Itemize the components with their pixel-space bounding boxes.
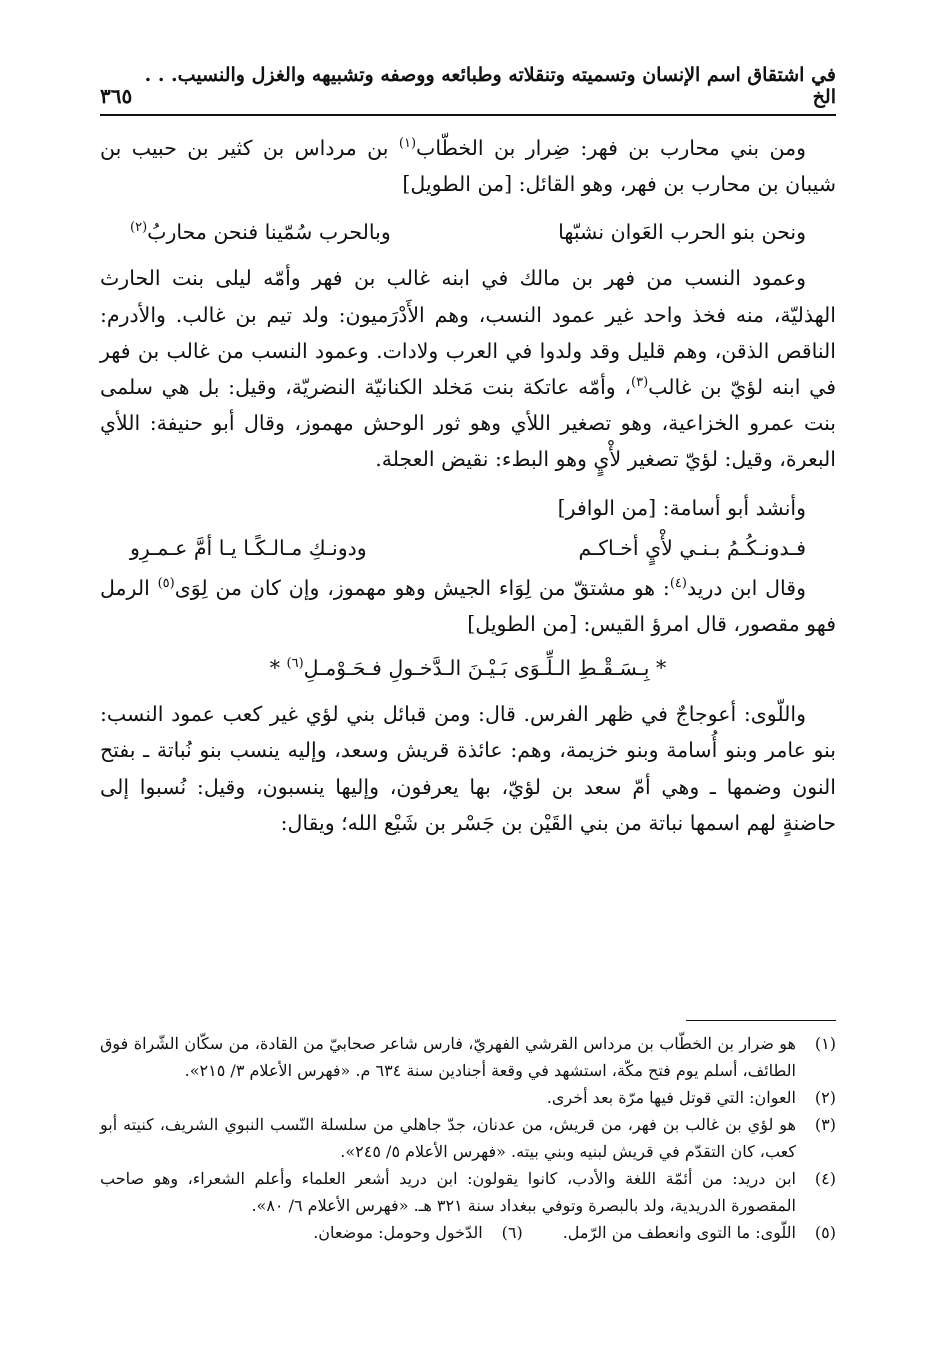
- footnote-3: (٣) هو لؤي بن غالب بن فهر، من قريش، من عدنان، جدّ جاهلي من سلسلة النّسب النبوي الشريف، كنيته أبو كعب، كان التقدّم في قريش لبنيه وبني بيته. «فهرس الأعلام ٥/ ٢٤٥».: [100, 1115, 836, 1161]
- verse-2-second-hemistich: ودونـكِ مـالـكًـا يـا أمَّ عـمـرِو: [130, 535, 367, 560]
- footnote-ref-2[interactable]: (٢): [130, 220, 148, 236]
- page-header: [100, 64, 836, 116]
- footnote-ref-6[interactable]: (٦): [286, 656, 304, 672]
- footnote-divider: [686, 1020, 836, 1021]
- paragraph-1: ومن بني محارب بن فهر: ضِرار بن الخطّاب$^{(١)}$ بن مرداس بن كثير بن حبيب بن شيبان بن محارب بن فهر، وهو القائل: [من الطويل]: [100, 136, 836, 197]
- footnote-6: (٦) الدّخول وحومل: موضعان.: [313, 1223, 523, 1242]
- footnote-5: (٥) اللّوى: ما التوى وانعطف من الرّمل.: [562, 1223, 836, 1242]
- page-number: ٣٦٥: [100, 84, 133, 108]
- verse-3: * بِـسَـقْـطِ الـلِّـوَى بَـيْـنَ الـدَّخـولِ فـحَـوْمـلِ$^{(٦)}$ *: [269, 656, 667, 681]
- footnote-4: (٤) ابن دريد: من أئمّة اللغة والأدب، كانوا يقولون: ابن دريد أشعر العلماء وأعلم الشعراء، وهو صاحب المقصورة الدريدية، ولد بالبصرة وتوفي ببغداد سنة ٣٢١ هـ. «فهرس الأعلام ٦/ ٨٠».: [100, 1169, 836, 1215]
- paragraph-5: واللّوى: أعوجاجٌ في ظهر الفرس. قال: ومن قبائل بني لؤي غير كعب عمود النسب: بنو عامر وبنو أُسامة وبنو خزيمة، وهم: عائذة قريش وسعد، وإليه ينسب بنو نُباتة ـ بفتح النون وضمها ـ وهي أمّ سعد بن لؤيّ، بها يعرفون، وإليها ينسبون، وقيل: نُسبوا إلى حاضنةٍ لهم اسمها نباتة من بني القَيْن بن جَسْر بن شَيْع الله؛ ويقال:: [100, 702, 836, 835]
- footnotes-5-6: [100, 1219, 836, 1246]
- verse-1: [100, 214, 836, 250]
- paragraph-3: وأنشد أبو أسامة: [من الوافر]: [557, 495, 806, 520]
- footnote-ref-1[interactable]: (١): [398, 136, 417, 152]
- verse-1-first-hemistich: ونحن بنو الحرب العَوان نشبّها: [558, 220, 806, 245]
- paragraph-4: وقال ابن دريد$^{(٤)}$: هو مشتقّ من لِوَاء الجيش وهو مهموز، وإن كان من لِوَى$^{(٥)}$ الرمل فهو مقصور، قال امرؤ القيس: [من الطويل]: [100, 575, 836, 637]
- footnote-2: (٢) العوان: التي قوتل فيها مرّة بعد أخرى.: [546, 1088, 836, 1107]
- verse-1-second-hemistich: وبالحرب سُمّينا فنحن محاربُ$^{(٢)}$: [130, 220, 391, 245]
- running-title: في اشتقاق اسم الإنسان وتسميته وتنقلاته وطبائعه ووصفه وتشبيهه والغزل والنسيب. . . الخ: [144, 64, 836, 108]
- footnotes: [100, 1030, 836, 1246]
- verse-2: [100, 530, 836, 566]
- footnote-ref-3[interactable]: (٣): [631, 375, 649, 391]
- footnote-ref-4[interactable]: (٤): [669, 576, 687, 591]
- main-text: [100, 130, 836, 841]
- paragraph-2: وعمود النسب من فهر بن مالك في ابنه غالب بن فهر وأمّه ليلى بنت الحارث الهذليّة، منه فخذ واحد غير عمود النسب، وهم الأَدْرَميون: ولد تيم بن غالب. والأدرم: الناقص الذقن، وهم قليل وقد ولدوا في العرب ولادات. وعمود النسب من غالب بن فهر في ابنه لؤيّ بن غالب$^{(٣)}$، وأمّه عاتكة بنت مَخلد الكنانيّة النضريّة، وقيل: بل هي سلمى بنت عمرو الخزاعية، وهو تصغير اللأي وهو ثور الوحش مهموز، وقال أبو حنيفة: اللأي البعرة، وقيل: لؤيّ تصغير لأْيٍ وهو البطء: نقيض العجلة.: [100, 266, 836, 472]
- verse-2-first-hemistich: فـدونـكُـمُ بـنـي لأْيٍ أخـاكـم: [578, 535, 806, 560]
- footnote-ref-5[interactable]: (٥): [157, 576, 175, 591]
- footnote-1: (١) هو ضرار بن الخطّاب بن مرداس القرشي الفهريّ، فارس شاعر صحابيّ من القادة، من سكّان الشّراة فوق الطائف، أسلم يوم فتح مكّة، استشهد في وقعة أجنادين سنة ٦٣٤ م. «فهرس الأعلام ٣/ ٢١٥».: [100, 1034, 836, 1080]
